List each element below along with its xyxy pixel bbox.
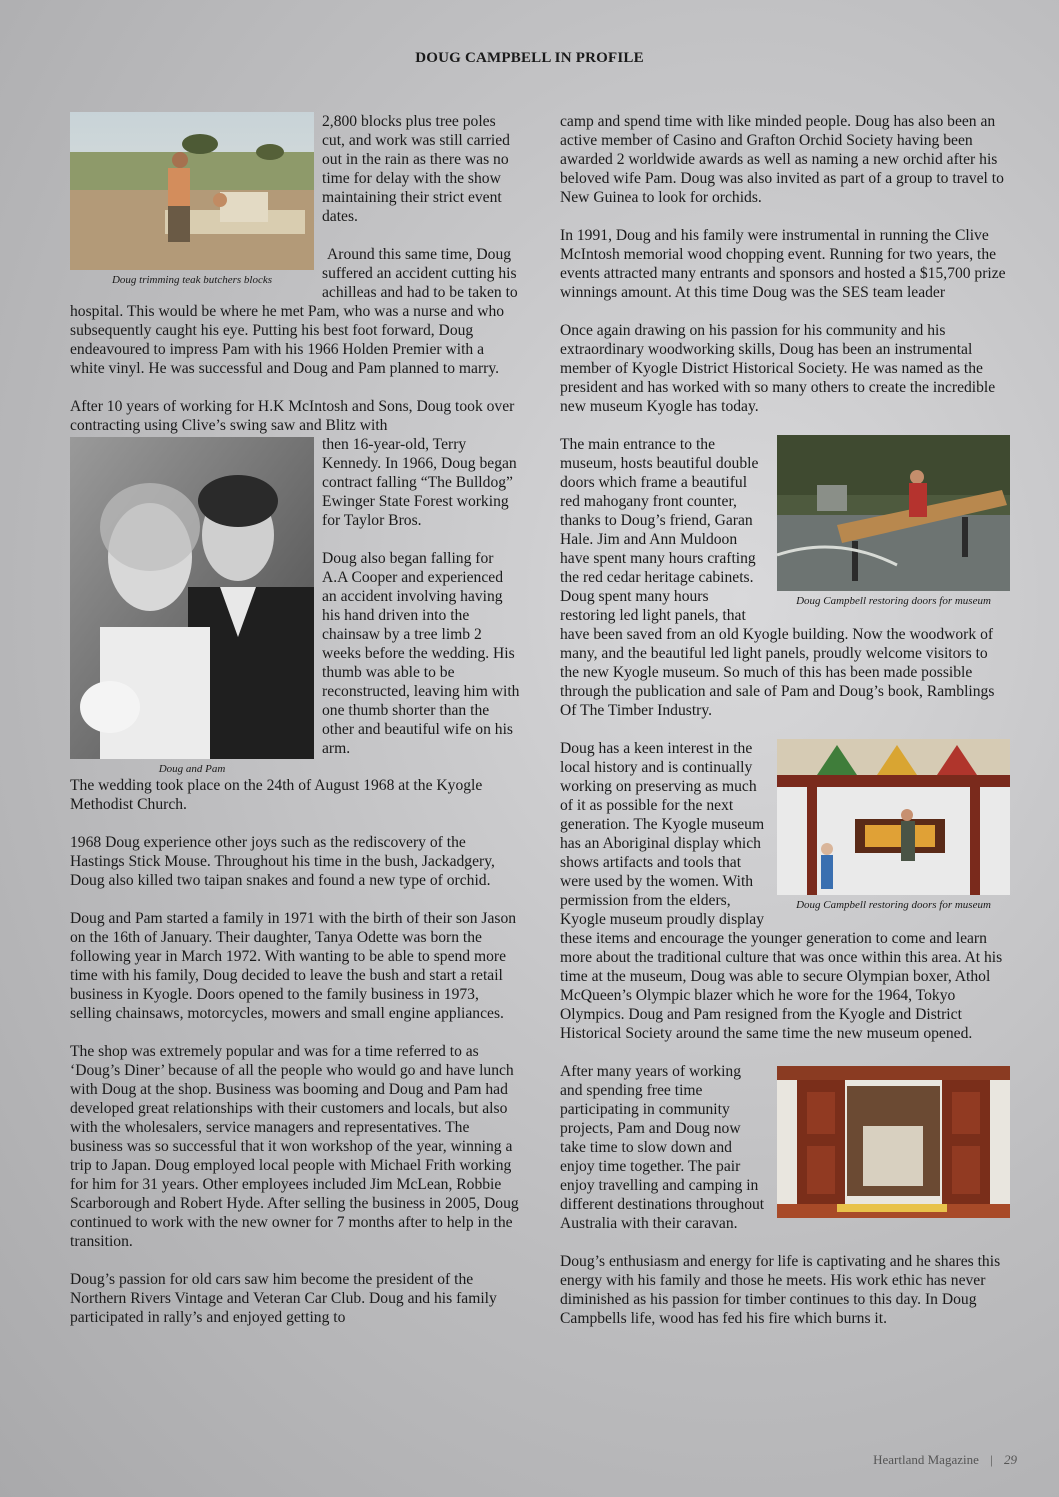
paragraph: camp and spend time with like minded people. Doug has also been an active member of Casino and Grafton Orchid Society having been awarded 2 worldwide awards as well as naming a new orchid after his beloved wife Pam. Doug was also invited as part of a group to travel to New Guinea to look for orchids. (560, 113, 1004, 206)
photo-teak-blocks (70, 112, 314, 287)
paragraph: Once again drawing on his passion for his community and his extraordinary woodworking skills, Doug has been an instrumental member of Kyogle District Historical Society. He was named as the president and has worked with so many others to create the incredible new museum Kyogle has today. (560, 322, 996, 415)
photo-restoring-doors-1 (777, 435, 1010, 608)
page-number: 29 (1004, 1452, 1017, 1467)
paragraph: 2,800 blocks plus tree poles cut, and work was still carried out in the rain as there was no time for delay with the show maintaining their strict event dates. (322, 113, 510, 225)
restoring-doors-image-2 (777, 739, 1010, 895)
paragraph: Doug also began falling for A.A Cooper and experienced an accident involving having his hand driven into the chainsaw by a tree limb 2 weeks before the wedding. His thumb was able to be reconstructed, leaving him with one thumb shorter than the other and beautiful wife on his arm. (322, 550, 520, 757)
caption-teak: Doug trimming teak butchers blocks (111, 274, 273, 286)
left-column (70, 112, 520, 1346)
wedding-image (70, 437, 314, 759)
paragraph: In 1991, Doug and his family were instrumental in running the Clive McIntosh memorial wood chopping event. Running for two years, the events attracted many entrants and sponsors and hosted a $15,700 prize winnings amount. At this time Doug was the SES team leader (560, 227, 1006, 301)
photo-restoring-doors-2 (777, 739, 1010, 912)
museum-doors-image (777, 1066, 1010, 1218)
photo-museum-doors (777, 1066, 1010, 1218)
magazine-name: Heartland Magazine (873, 1452, 979, 1467)
caption-restoring-1: Doug Campbell restoring doors for museum (796, 595, 991, 607)
page-footer (873, 1452, 1017, 1468)
teak-blocks-image (70, 112, 314, 270)
paragraph: The wedding took place on the 24th of August 1968 at the Kyogle Methodist Church. (70, 777, 483, 813)
photo-wedding (70, 437, 314, 776)
paragraph: After 10 years of working for H.K McIntosh and Sons, Doug took over contracting using Clive’s swing saw and Blitz with (70, 398, 515, 434)
paragraph: Around this same time, Doug suffered an accident cutting his achilleas and had to be taken to hospital. This would be where he met Pam, who was a nurse and who subsequently caught his eye. Putting his best foot forward, Doug endeavoured to impress Pam with his 1966 Holden Premier with a white vinyl. He was successful and Doug and Pam planned to marry. (70, 246, 518, 377)
paragraph: then 16-year-old, Terry Kennedy. In 1966, Doug began contract falling “The Bulldog” Ewinger State Forest working for Taylor Bros. (322, 436, 517, 529)
restoring-doors-image-1 (777, 435, 1010, 591)
paragraph: After many years of working and spending free time participating in community projects, Pam and Doug now take time to slow down and enjoy time together. The pair enjoy travelling and camping in different destinations throughout Australia with their caravan. (560, 1063, 765, 1232)
caption-restoring-2: Doug Campbell restoring doors for museum (796, 899, 991, 911)
paragraph: 1968 Doug experience other joys such as the rediscovery of the Hastings Stick Mouse. Throughout his time in the bush, Jackadgery, Doug also killed two taipan snakes and found a new type of orchid. (70, 834, 495, 889)
paragraph: Doug’s passion for old cars saw him become the president of the Northern Rivers Vintage and Veteran Car Club. Doug and his family participated in rally’s and enjoyed getting to (70, 1271, 497, 1326)
footer-separator: | (990, 1452, 993, 1467)
paragraph: The main entrance to the museum, hosts beautiful double doors which frame a beautiful red mahogany front counter, thanks to Doug’s friend, Garan Hale. Jim and Ann Muldoon have spent many hours crafting the red cedar heritage cabinets. Doug spent many hours restoring led light panels, that have been saved from an old Kyogle building. Now the woodwork of many, and the beautiful led light panels, proudly welcome visitors to the new Kyogle museum. So much of this has been made possible through the publication and sale of Pam and Doug’s book, Ramblings Of The Timber Industry. (560, 436, 995, 719)
right-column (560, 112, 1010, 1347)
page-title: DOUG CAMPBELL IN PROFILE (415, 50, 644, 66)
paragraph: The shop was extremely popular and was for a time referred to as ‘Doug’s Diner’ because of all the people who would go and have lunch with Doug at the shop. Business was booming and Doug and Pam had developed great relationships with their customers and locals, but also with the wholesalers, service managers and representatives. The business was so successful that it won workshop of the year, winning a trip to Japan. Doug employed local people with Michael Frith working for him for 31 years. Other employees included Jim McLean, Robbie Scarborough and Robert Hyde. After selling the business in 2005, Doug continued to work with the new owner for 7 months after to help in the transition. (70, 1043, 519, 1250)
paragraph: Doug has a keen interest in the local history and is continually working on preserving as much of it as possible for the next generation. The Kyogle museum has an Aboriginal display which shows artifacts and tools that were used by the women. With permission from the elders, Kyogle museum proudly display these items and encourage the younger generation to come and learn more about the traditional culture that was once within this area. At his time at the museum, Doug was able to secure Olympian boxer, Athol McQueen’s Olympic blazer which he wore for the 1964, Tokyo Olympics. Doug and Pam resigned from the Kyogle and District Historical Society around the same time the new museum opened. (560, 740, 1003, 1042)
paragraph: Doug and Pam started a family in 1971 with the birth of their son Jason on the 16th of January. Their daughter, Tanya Odette was born the following year in March 1972. With wanting to be able to spend more time with his family, Doug decided to leave the bush and start a retail business in Kyogle. Doors opened to the family business in 1973, selling chainsaws, motorcycles, mowers and small engine appliances. (70, 910, 517, 1022)
caption-wedding: Doug and Pam (158, 763, 226, 775)
paragraph: Doug’s enthusiasm and energy for life is captivating and he shares this energy with his family and those he meets. His work ethic has never diminished as his passion for timber continues to this day. In Doug Campbells life, wood has fed his fire which burns it. (560, 1253, 1001, 1327)
